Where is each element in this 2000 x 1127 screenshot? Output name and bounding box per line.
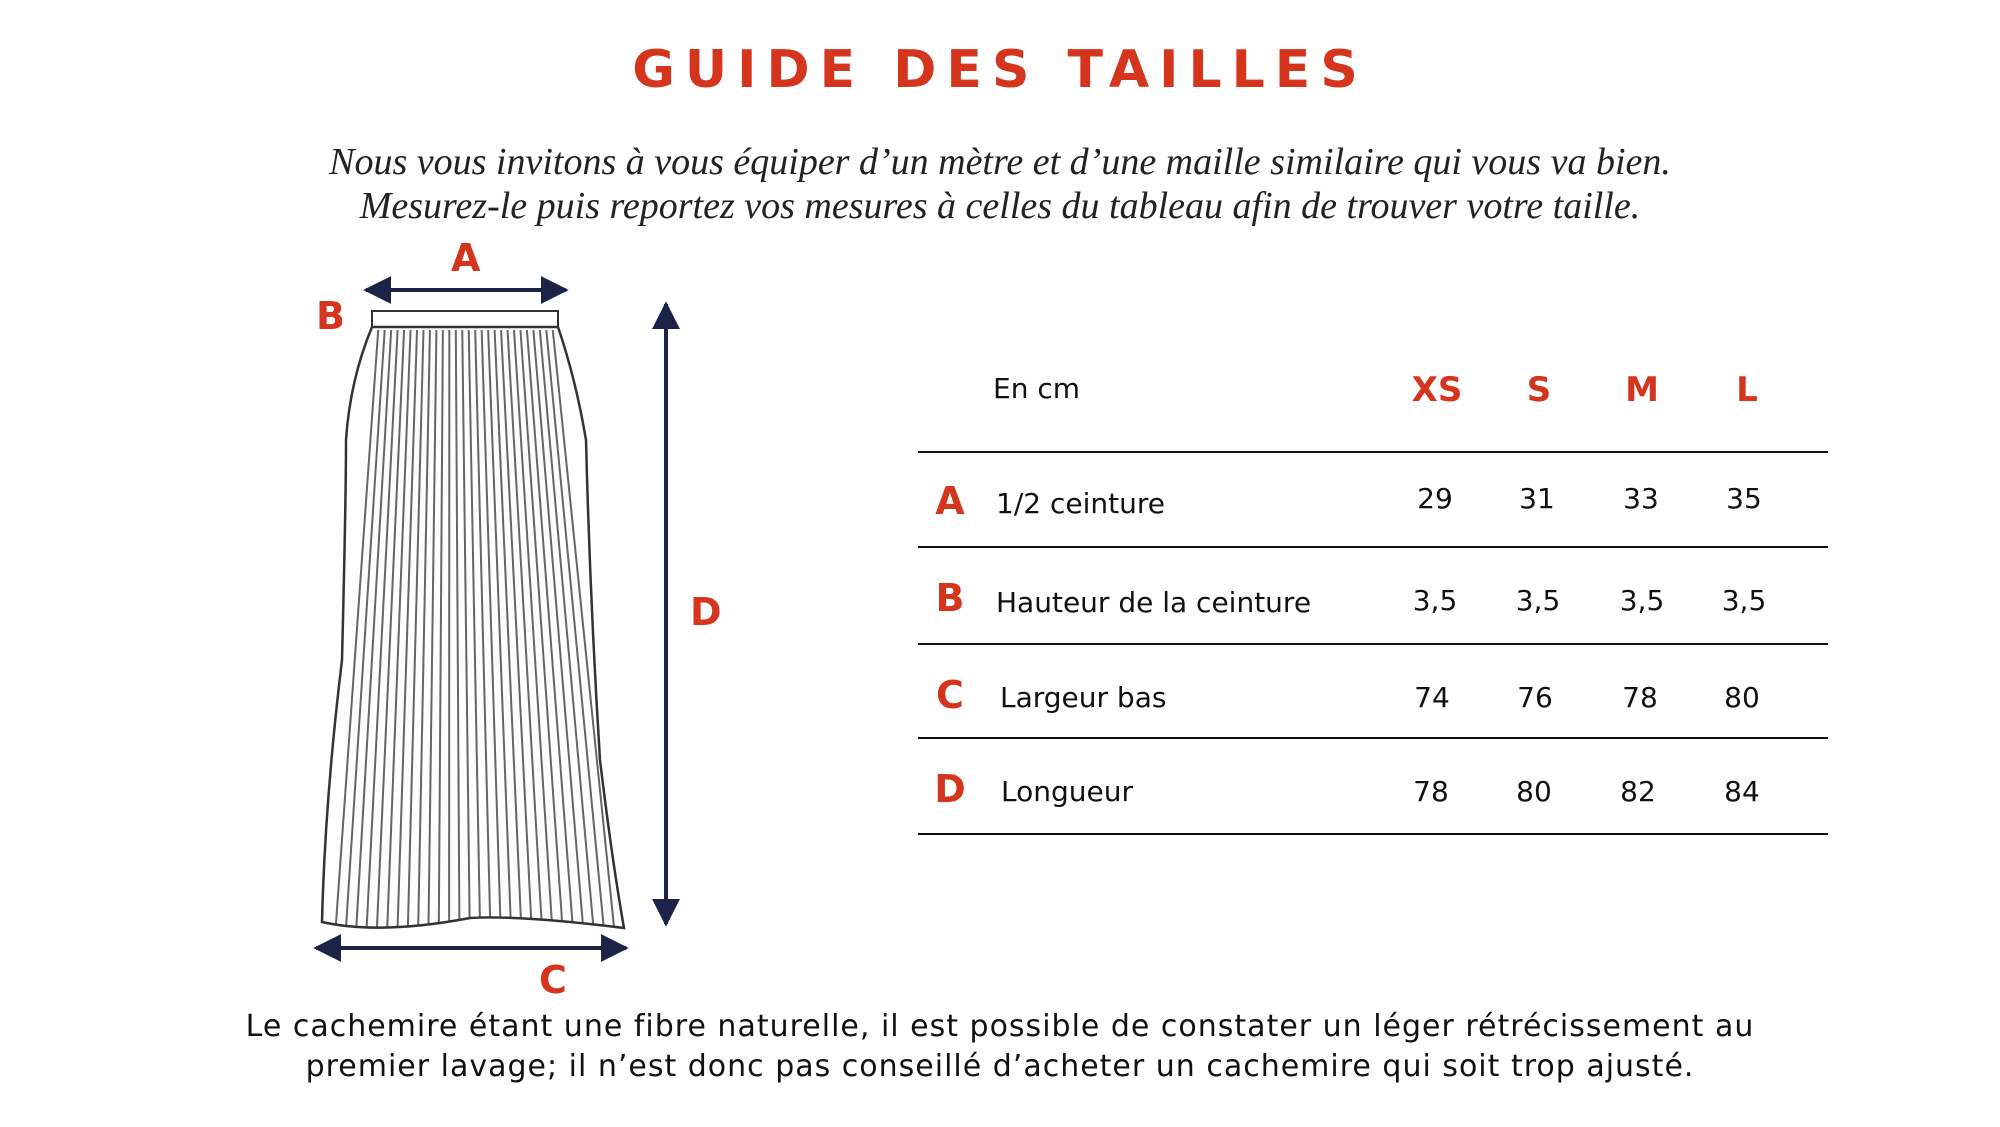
footer-line-2: premier lavage; il n’est donc pas conseillé d’acheter un cachemire qui soit trop ajusté. — [305, 1049, 1695, 1084]
row-letter-b: B — [935, 576, 965, 620]
table-divider — [918, 451, 1828, 453]
row-letter-d: D — [934, 767, 966, 811]
cell-c-s: 76 — [1517, 681, 1553, 714]
skirt-diagram — [0, 0, 760, 1000]
table-divider — [918, 546, 1828, 548]
row-label-d: Longueur — [1001, 775, 1133, 808]
cell-b-s: 3,5 — [1515, 584, 1561, 617]
row-letter-c: C — [936, 673, 964, 717]
cell-d-l: 84 — [1724, 775, 1760, 808]
skirt-body — [300, 320, 640, 960]
cell-d-xs: 78 — [1413, 775, 1449, 808]
table-divider — [918, 737, 1828, 739]
size-header-s: S — [1526, 370, 1552, 410]
table-divider — [918, 833, 1828, 835]
page-title: GUIDE DES TAILLES — [632, 40, 1368, 100]
footer-note — [0, 1007, 2000, 1087]
size-header-l: L — [1736, 370, 1758, 410]
diagram-label-b: B — [316, 294, 345, 338]
cell-b-m: 3,5 — [1619, 584, 1665, 617]
cell-b-xs: 3,5 — [1412, 584, 1458, 617]
cell-c-l: 80 — [1724, 681, 1760, 714]
diagram-label-a: A — [451, 236, 481, 280]
size-header-xs: XS — [1411, 370, 1463, 410]
diagram-label-c: C — [539, 958, 567, 1002]
intro-line-1: Nous vous invitons à vous équiper d’un mètre et d’une maille similaire qui vous va bien. — [329, 141, 1671, 183]
row-label-a: 1/2 ceinture — [996, 487, 1165, 520]
intro-line-2: Mesurez-le puis reportez vos mesures à celles du tableau afin de trouver votre taille. — [359, 185, 1641, 227]
cell-c-xs: 74 — [1414, 681, 1450, 714]
cell-a-m: 33 — [1623, 482, 1659, 515]
table-divider — [918, 643, 1828, 645]
skirt-waistband — [372, 311, 558, 328]
cell-a-l: 35 — [1726, 482, 1762, 515]
cell-a-xs: 29 — [1417, 482, 1453, 515]
cell-d-s: 80 — [1516, 775, 1552, 808]
row-label-c: Largeur bas — [1000, 681, 1167, 714]
unit-label: En cm — [993, 372, 1081, 405]
diagram-label-d: D — [690, 590, 722, 634]
row-letter-a: A — [935, 479, 965, 523]
size-header-m: M — [1625, 370, 1659, 410]
row-label-b: Hauteur de la ceinture — [996, 586, 1312, 619]
cell-b-l: 3,5 — [1721, 584, 1767, 617]
cell-c-m: 78 — [1622, 681, 1658, 714]
cell-d-m: 82 — [1620, 775, 1656, 808]
footer-line-1: Le cachemire étant une fibre naturelle, il est possible de constater un léger rétrécissement au — [245, 1009, 1755, 1044]
cell-a-s: 31 — [1519, 482, 1555, 515]
